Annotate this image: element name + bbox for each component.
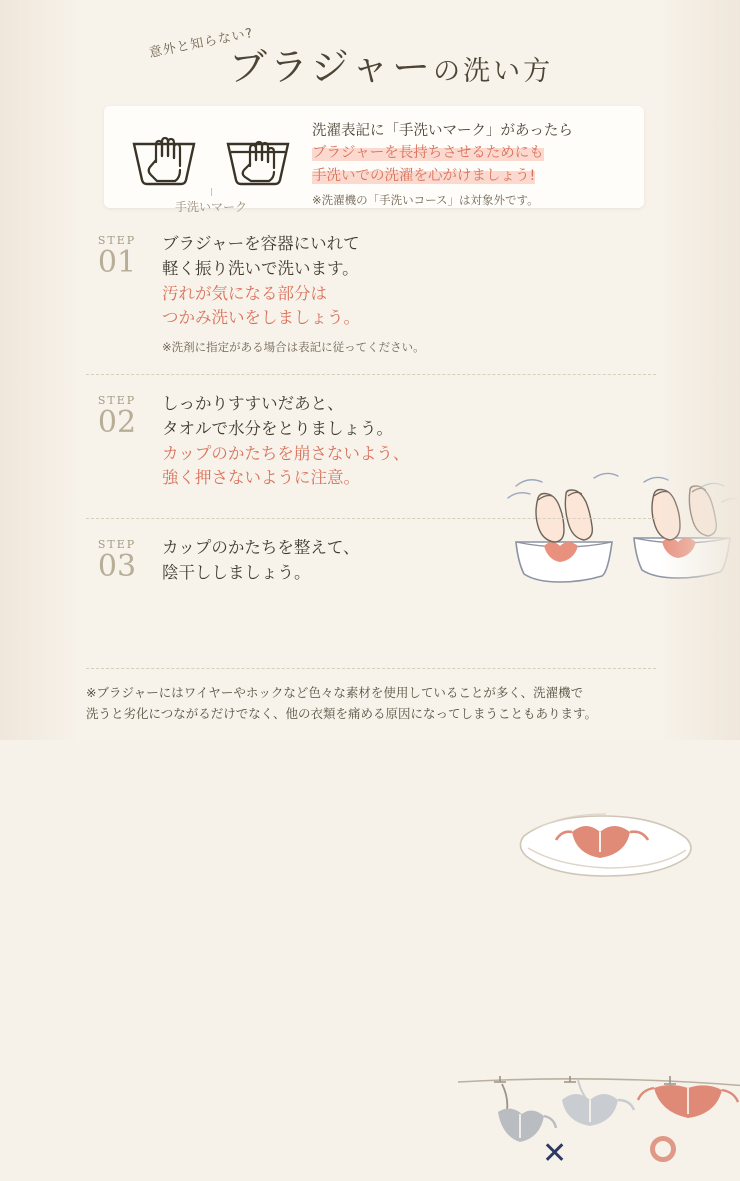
step-02-line-1: しっかりすすいだあと、	[162, 394, 344, 413]
hand-wash-mark-card	[104, 106, 644, 214]
step-03-illustration	[458, 1056, 740, 1181]
step-03-number-block	[86, 538, 148, 582]
step-02-text	[162, 392, 442, 491]
step-02-line-2: タオルで水分をとりましょう。	[162, 418, 393, 438]
mark-text-note: ※洗濯機の「手洗いコース」は対象外です。	[312, 193, 539, 208]
step-01-line-1: ブラジャーを容器にいれて	[162, 234, 360, 253]
step-02-accent-1: カップのかたちを崩さないよう、	[162, 443, 410, 463]
hand-wash-symbol-1-icon	[126, 122, 202, 193]
incorrect-mark: ✕	[542, 1136, 568, 1171]
step-01-label: STEP	[97, 234, 137, 247]
step-03-line-2: 陰干ししましょう。	[162, 562, 311, 582]
step-02-label: STEP	[97, 394, 137, 407]
step-02-number: 02	[97, 405, 137, 440]
page-title-tail: の洗い方	[433, 56, 554, 87]
footer-line-1: ※ブラジャーにはワイヤーやホックなど色々な素材を使用していることが多く、洗濯機で	[86, 685, 584, 700]
step-01-number-block	[86, 234, 148, 278]
footer-line-2: 洗うと劣化につながるだけでなく、他の衣類を痛める原因になってしまうこともあります。	[86, 706, 598, 722]
step-01-accent-2: つかみ洗いをしましょう。	[162, 308, 360, 328]
divider-1	[86, 374, 656, 375]
step-01-note: ※洗剤に指定がある場合は表記に従ってください。	[162, 340, 425, 354]
page-kicker: 意外と知らない?	[147, 25, 255, 61]
mark-text-line-1: 洗濯表記に「手洗いマーク」があったら	[312, 123, 573, 139]
step-01	[86, 232, 662, 362]
page-title-main: ブラジャー	[228, 45, 434, 89]
hand-wash-icon-group	[122, 122, 300, 193]
step-02-number-block	[86, 394, 148, 438]
hand-wash-symbol-2-icon	[220, 122, 296, 193]
mark-text-line-2: ブラジャーを長持ちさせるためにも	[312, 145, 544, 162]
hand-wash-mark-caption: 手洗いマーク	[122, 198, 300, 215]
step-03-line-1: カップのかたちを整えて、	[162, 538, 360, 557]
divider-2	[86, 518, 656, 519]
step-02-accent-2: 強く押さないように注意。	[162, 468, 360, 488]
step-01-accent-1: 汚れが気になる部分は	[162, 283, 327, 303]
step-03-number: 03	[97, 549, 137, 584]
step-01-number: 01	[97, 245, 137, 280]
page-title-block	[0, 22, 740, 91]
step-01-line-2: 軽く振り洗いで洗います。	[162, 258, 359, 278]
mark-text-line-3: 手洗いでの洗濯を心がけましょう!	[312, 167, 536, 184]
step-01-text	[162, 232, 442, 355]
divider-3	[86, 668, 656, 669]
footer-note	[86, 682, 658, 725]
hand-wash-mark-text	[312, 120, 630, 209]
step-03-label: STEP	[97, 538, 137, 551]
step-03-text	[162, 536, 442, 586]
step-02-illustration	[510, 790, 710, 899]
step-02	[86, 392, 662, 504]
correct-mark	[650, 1136, 676, 1162]
